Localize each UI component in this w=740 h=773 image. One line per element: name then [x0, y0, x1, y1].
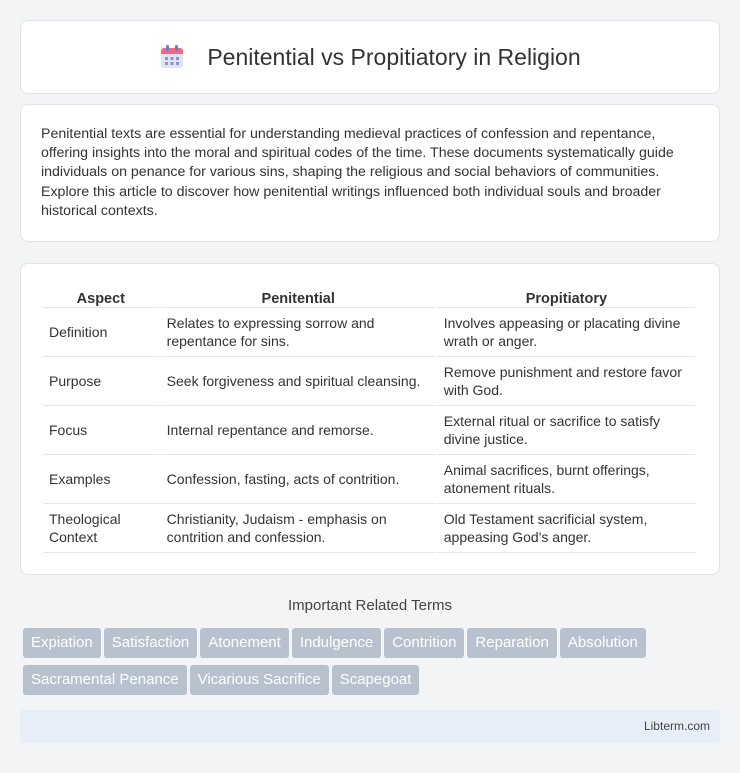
header-aspect: Aspect	[43, 284, 159, 308]
page-title: Penitential vs Propitiatory in Religion	[207, 43, 581, 70]
table-row	[43, 504, 695, 553]
table-cell: Seek forgiveness and spiritual cleansing.	[161, 357, 436, 406]
table-row	[43, 308, 695, 357]
tag-atonement[interactable]: Atonement	[200, 628, 289, 658]
tag-expiation[interactable]: Expiation	[23, 628, 101, 658]
footer	[20, 710, 720, 743]
related-terms-title: Important Related Terms	[288, 597, 452, 614]
intro-card	[20, 104, 720, 242]
table-cell: External ritual or sacrifice to satisfy divine justice.	[438, 406, 695, 455]
tag-reparation[interactable]: Reparation	[467, 628, 556, 658]
comparison-table-card	[20, 263, 720, 575]
tag-indulgence[interactable]: Indulgence	[292, 628, 381, 658]
calendar-icon	[159, 44, 185, 70]
tag-scapegoat[interactable]: Scapegoat	[332, 665, 420, 695]
header-card	[20, 20, 720, 94]
tag-absolution[interactable]: Absolution	[560, 628, 646, 658]
tag-satisfaction[interactable]: Satisfaction	[104, 628, 198, 658]
table-cell: Theological Context	[43, 504, 159, 553]
table-cell: Confession, fasting, acts of contrition.	[161, 455, 436, 504]
table-row	[43, 357, 695, 406]
table-cell: Remove punishment and restore favor with God.	[438, 357, 695, 406]
comparison-table	[41, 284, 697, 553]
header-penitential: Penitential	[161, 284, 436, 308]
footer-link[interactable]: Libterm.com	[643, 719, 710, 733]
table-row	[43, 455, 695, 504]
table-cell: Purpose	[43, 357, 159, 406]
tag-sacramental-penance[interactable]: Sacramental Penance	[23, 665, 187, 695]
table-cell: Relates to expressing sorrow and repentance for sins.	[161, 308, 436, 357]
table-cell: Internal repentance and remorse.	[161, 406, 436, 455]
related-terms-list	[23, 628, 723, 702]
table-cell: Animal sacrifices, burnt offerings, atonement rituals.	[438, 455, 695, 504]
table-row	[43, 406, 695, 455]
table-cell: Christianity, Judaism - emphasis on contrition and confession.	[161, 504, 436, 553]
table-cell: Old Testament sacrificial system, appeasing God's anger.	[438, 504, 695, 553]
table-cell: Focus	[43, 406, 159, 455]
table-cell: Definition	[43, 308, 159, 357]
table-cell: Examples	[43, 455, 159, 504]
header-propitiatory: Propitiatory	[438, 284, 695, 308]
tag-contrition[interactable]: Contrition	[384, 628, 464, 658]
table-cell: Involves appeasing or placating divine wrath or anger.	[438, 308, 695, 357]
table-header-row	[43, 284, 695, 308]
tag-vicarious-sacrifice[interactable]: Vicarious Sacrifice	[190, 665, 329, 695]
intro-text: Penitential texts are essential for understanding medieval practices of confession and repentance, offering insights into the moral and spiritual codes of the time. These documents systematically guide individuals on penance for various sins, shaping the religious and social behaviors of communities. Explore this article to discover how penitential writings influenced both individual souls and broader historical contexts.	[41, 126, 674, 219]
